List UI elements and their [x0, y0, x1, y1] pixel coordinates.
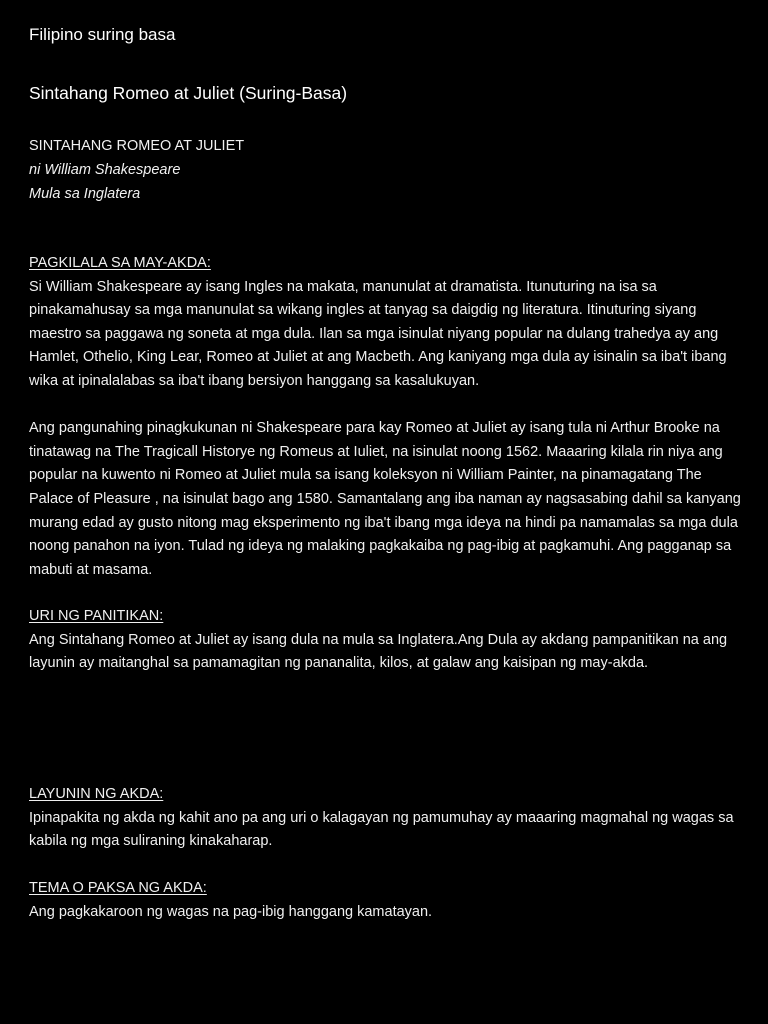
section-paragraph: Ipinapakita ng akda ng kahit ano pa ang uri o kalagayan ng pamumuhay ay maaaring magmahal ng wagas sa kabila ng mga suliraning kinakaharap.: [29, 809, 734, 850]
section-heading: TEMA O PAKSA NG AKDA:: [29, 880, 207, 896]
section-paragraph: Ang Sintahang Romeo at Juliet ay isang dula na mula sa Inglatera.Ang Dula ay akdang pampanitikan na ang layunin ay maitanghal sa pamamagitan ng pananalita, kilos, at galaw ang kaisipan ng may-akda.: [29, 631, 728, 672]
section-paragraph: Si William Shakespeare ay isang Ingles na makata, manunulat at dramatista. Itunuturing na isa sa pinakamahusay sa mga manunulat sa wikang ingles at tanyag sa daigdig ng literatura. Itinuturing siyang maestro sa paggawa ng soneta at mga dula. Ilan sa mga isinulat niyang popular na dulang trahedya ay ang Hamlet, Othelio, King Lear, Romeo at Juliet at ang Macbeth. Ang kaniyang mga dula ay isinalin sa iba't ibang wika at ipinalalabas sa iba't ibang bersiyon hanggang sa kasalukuyan.: [29, 278, 727, 389]
section-heading: LAYUNIN NG AKDA:: [29, 786, 164, 802]
section-layunin: [29, 783, 743, 854]
section-paragraph: Ang pagkakaroon ng wagas na pag-ibig hanggang kamatayan.: [29, 903, 433, 920]
work-origin: Mula sa Inglatera: [29, 186, 141, 202]
section-uri: [29, 605, 743, 676]
section-heading: PAGKILALA SA MAY-AKDA:: [29, 255, 211, 271]
section-paragraph: Ang pangunahing pinagkukunan ni Shakespeare para kay Romeo at Juliet ay isang tula ni Arthur Brooke na tinatawag na The Tragicall Historye ng Romeus at Iuliet, na isinulat noong 1562. Maaaring kilala rin niya ang popular na kuwento ni Romeo at Juliet mula sa isang koleksyon ni William Painter, na pinamagatang The Palace of Pleasure , na isinulat bago ang 1580. Samantalang ang iba naman ay nagsasabing dahil sa kanyang murang edad ay gusto nitong mag eksperimento ng iba't ibang mga ideya na hindi pa namamalas sa mga dula noong panahon na iyon. Tulad ng ideya ng malaking pagkakaiba ng pag-ibig at pagkamuhi. Ang pagganap sa mabuti at masama.: [29, 420, 741, 578]
section-tema: [29, 877, 743, 924]
document-title: Sintahang Romeo at Juliet (Suring-Basa): [29, 83, 348, 103]
work-author: ni William Shakespeare: [29, 162, 181, 178]
section-pagkilala: [29, 252, 743, 582]
section-heading: URI NG PANITIKAN:: [29, 608, 164, 624]
work-header: [29, 134, 244, 206]
work-title: SINTAHANG ROMEO AT JULIET: [29, 138, 245, 154]
app-title: Filipino suring basa: [29, 25, 176, 44]
